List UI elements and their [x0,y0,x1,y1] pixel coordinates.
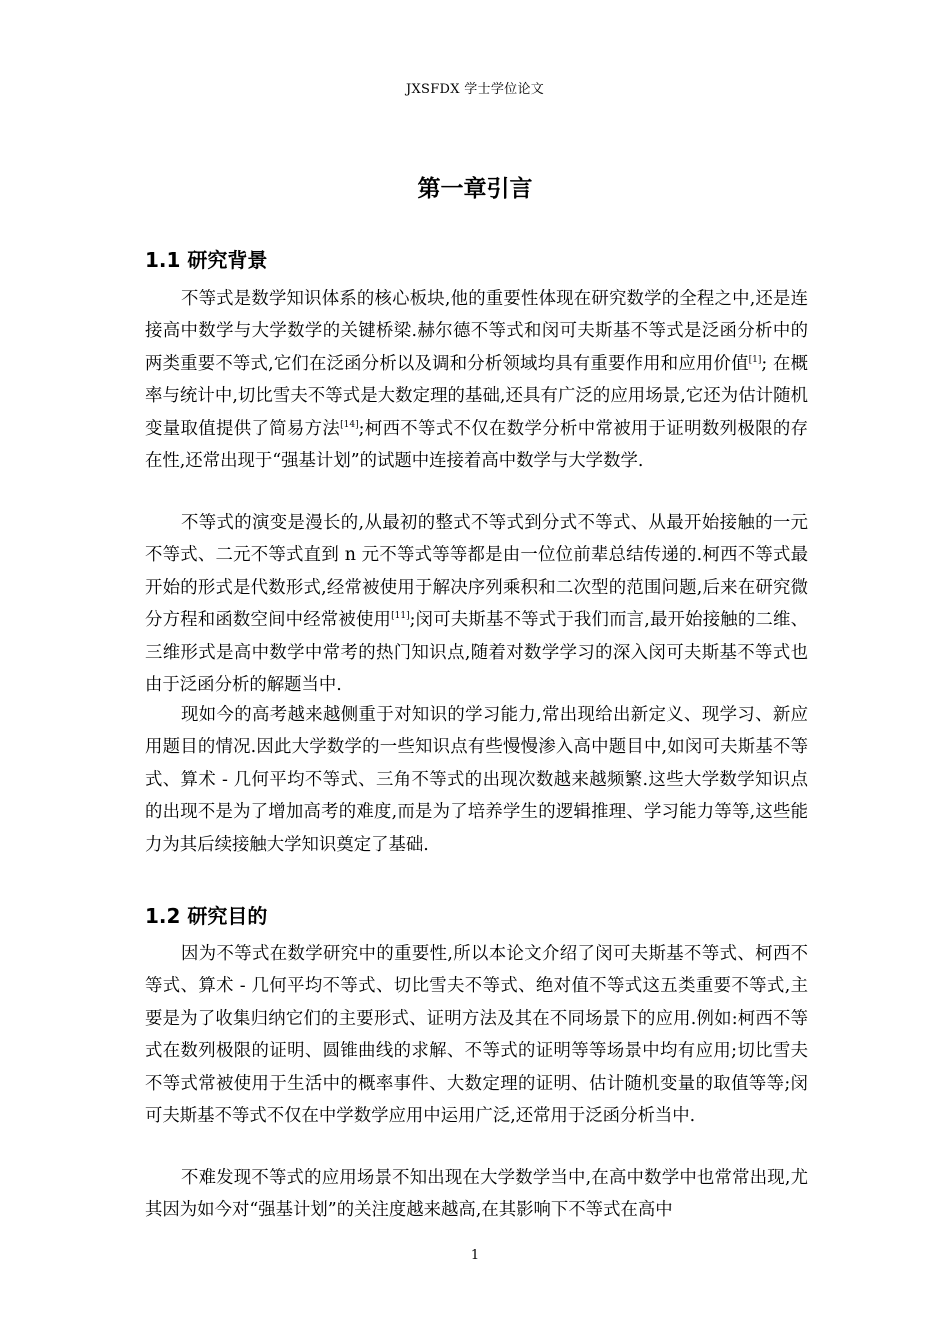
paragraph-text: ;闵可夫斯基不等式于我们而言,最开始接触的二维、三维形式是高中数学中常考的热门知识点,随着对数学学习的深入闵可夫斯基不等式也由于泛函分析的解题当中. [145,610,808,696]
chapter-title: 第一章引言 [417,176,533,202]
paragraph-text: 因为不等式在数学研究中的重要性,所以本论文介绍了闵可夫斯基不等式、柯西不等式、算术 - 几何平均不等式、切比雪夫不等式、绝对值不等式这五类重要不等式,主要是为了收集归纳它们的主要形式、证明方法及其在不同场景下的应用.例如:柯西不等式在数列极限的证明、圆锥曲线的求解、不等式的证明等等场景中均有应用;切比雪夫不等式常被使用于生活中的概率事件、大数定理的证明、估计随机变量的取值等等;闵可夫斯基不等式不仅在中学数学应用中运用广泛,还常用于泛函分析当中. [145,944,808,1127]
citation-ref: [14] [340,419,359,430]
paragraph-background-3 [145,699,808,861]
paragraph-text: 不难发现不等式的应用场景不知出现在大学数学当中,在高中数学中也常常出现,尤其因为如今对“强基计划”的关注度越来越高,在其影响下不等式在高中 [145,1168,808,1221]
running-header: JXSFDX 学士学位论文 [405,82,545,97]
paragraph-background-1 [145,283,808,477]
paragraph-text: ; 在概率与统计中,切比雪夫不等式是大数定理的基础,还具有广泛的应用场景,它还为估计随机变量取值提供了简易方法 [145,353,808,439]
citation-ref: [1] [748,355,762,366]
page-number: 1 [470,1248,480,1263]
paragraph-text: 现如今的高考越来越侧重于对知识的学习能力,常出现给出新定义、现学习、新应用题目的情况.因此大学数学的一些知识点有些慢慢渗入高中题目中,如闵可夫斯基不等式、算术 - 几何平均不等式、三角不等式的出现次数越来越频繁.这些大学数学知识点的出现不是为了增加高考的难度,而是为了培养学生的逻辑推理、学习能力等等,这些能力为其后续接触大学知识奠定了基础. [145,705,808,855]
section-heading-1-1: 1.1 研究背景 [145,248,268,272]
paragraph-purpose-1 [145,938,808,1132]
paragraph-text: 不等式是数学知识体系的核心板块,他的重要性体现在研究数学的全程之中,还是连接高中数学与大学数学的关键桥梁.赫尔德不等式和闵可夫斯基不等式是泛函分析中的两类重要不等式,它们在泛函分析以及调和分析领域均具有重要作用和应用价值 [145,289,808,374]
paragraph-text: 不等式的演变是漫长的,从最初的整式不等式到分式不等式、从最开始接触的一元不等式、二元不等式直到 n 元不等式等等都是由一位位前辈总结传递的.柯西不等式最开始的形式是代数形式,经常被使用于解决序列乘积和二次型的范围问题,后来在研究微分方程和函数空间中经常被使用 [145,513,808,631]
section-heading-1-2: 1.2 研究目的 [145,904,268,928]
paragraph-purpose-2 [145,1162,808,1227]
paragraph-text: ;柯西不等式不仅在数学分析中常被用于证明数列极限的存在性,还常出现于“强基计划”的试题中连接着高中数学与大学数学. [145,418,808,472]
citation-ref: [11] [391,611,410,622]
paragraph-background-2 [145,507,808,701]
